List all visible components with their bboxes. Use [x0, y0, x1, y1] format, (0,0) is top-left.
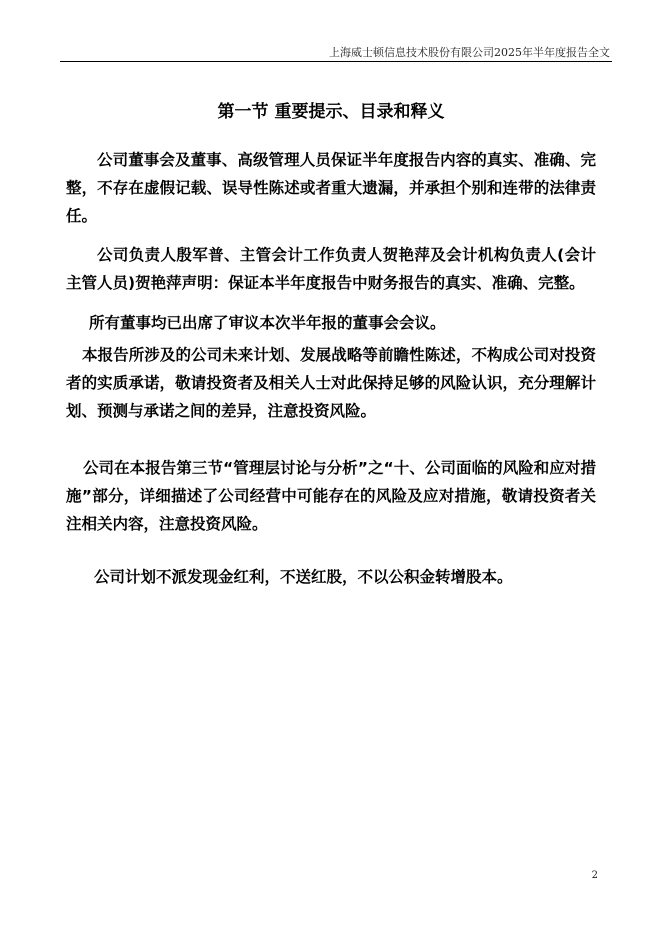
paragraph-responsible-persons: 公司负责人殷军普、主管会计工作负责人贺艳萍及会计机构负责人(会计主管人员)贺艳萍声明：保证本半年度报告中财务报告的真实、准确、完整。 [66, 246, 596, 292]
paragraph-forward-looking: 本报告所涉及的公司未来计划、发展战略等前瞻性陈述，不构成公司对投资者的实质承诺，敬请投资者及相关人士对此保持足够的风险认识，充分理解计划、预测与承诺之间的差异，注意投资风险。 [66, 346, 596, 420]
section-title: 第一节 重要提示、目录和释义 [217, 102, 445, 122]
header-divider [60, 61, 612, 62]
running-header-title: 上海威士顿信息技术股份有限公司2025年半年度报告全文 [329, 46, 610, 59]
page-number: 2 [591, 870, 598, 881]
paragraph-dividend-plan: 公司计划不派发现金红利，不送红股，不以公积金转增股本。 [94, 568, 513, 586]
paragraph-risk-reference: 公司在本报告第三节“管理层讨论与分析”之“十、公司面临的风险和应对措施”部分，详细描述了公司经营中可能存在的风险及应对措施，敬请投资者关注相关内容，注意投资风险。 [66, 459, 596, 533]
paragraph-board-guarantee: 公司董事会及董事、高级管理人员保证半年度报告内容的真实、准确、完整，不存在虚假记载、误导性陈述或者重大遗漏，并承担个别和连带的法律责任。 [66, 151, 596, 225]
paragraph-directors-attendance: 所有董事均已出席了审议本次半年报的董事会会议。 [89, 314, 446, 332]
